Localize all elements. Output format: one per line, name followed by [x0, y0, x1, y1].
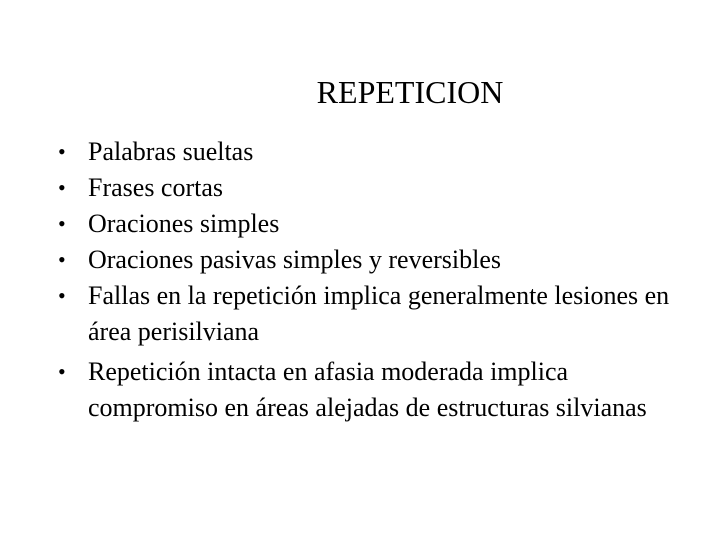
bullet-text: Oraciones simples: [88, 209, 280, 238]
bullet-text: Fallas en la repetición implica generalmente lesiones en área perisilviana: [88, 281, 670, 346]
slide-title: [0, 72, 720, 112]
bullet-icon: •: [58, 359, 66, 384]
bullet-text: Repetición intacta en afasia moderada implica compromiso en áreas alejadas de estructuras silvianas: [88, 357, 647, 422]
bullet-icon: •: [58, 211, 66, 236]
bullet-text: Palabras sueltas: [88, 137, 254, 166]
bullet-text: Oraciones pasivas simples y reversibles: [88, 245, 502, 274]
bullet-list: [56, 134, 696, 426]
bullet-item: [56, 170, 696, 206]
bullet-icon: •: [58, 247, 66, 272]
bullet-text: Frases cortas: [88, 173, 224, 202]
slide-title-text: REPETICION: [316, 74, 504, 110]
bullet-item: [56, 278, 696, 350]
bullet-icon: •: [58, 175, 66, 200]
bullet-icon: •: [58, 283, 66, 308]
bullet-item: [56, 354, 696, 426]
bullet-item: [56, 134, 696, 170]
bullet-icon: •: [58, 139, 66, 164]
bullet-item: [56, 206, 696, 242]
bullet-item: [56, 242, 696, 278]
